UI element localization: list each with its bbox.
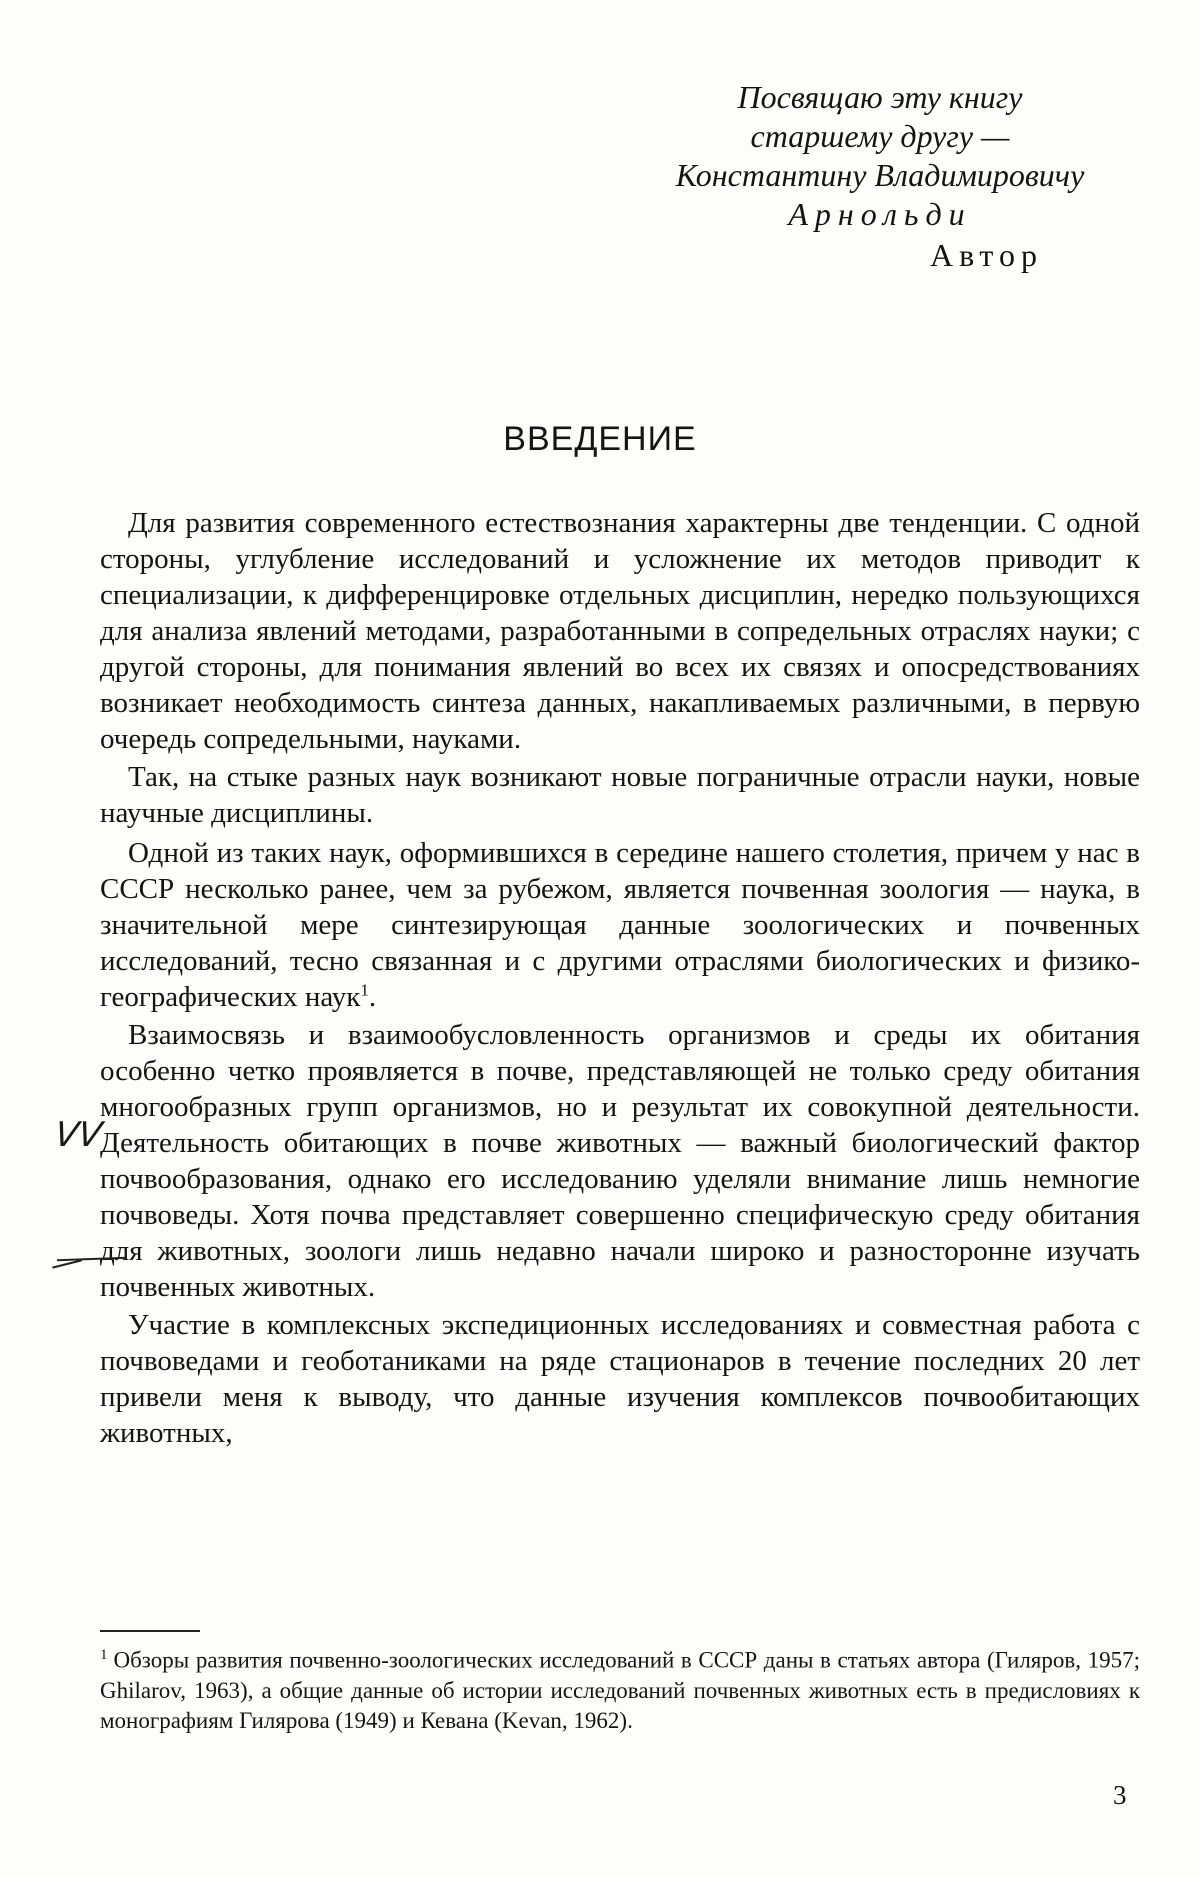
footnote-divider (100, 1630, 200, 1632)
dedication-line: старшему другу — (750, 118, 1010, 154)
paragraph: Так, на стыке разных наук возникают новые пограничные отрасли науки, новые научные дисциплины. (100, 761, 1140, 829)
dedication-signature: Автор (930, 237, 1043, 273)
chapter-title: ВВЕДЕНИЕ (503, 420, 697, 458)
dedication-line: Посвящаю эту книгу (737, 79, 1023, 115)
footnote (100, 1640, 1140, 1736)
paragraph-end: . (368, 981, 377, 1013)
dedication-line: Константину Владимировичу (675, 157, 1085, 193)
footnote-text: Обзоры развития почвенно-зоологических исследований в СССР даны в статьях автора (Гиляров, 1957; Ghilarov, 1963), а общие данные об истории исследований почвенных животных есть в предисловиях к монографиям Гилярова (1949) и Кевана (Kevan, 1962). (100, 1647, 1140, 1733)
footnote-reference[interactable]: 1 (360, 980, 369, 1000)
paragraph: Взаимосвязь и взаимообусловленность организмов и среды их обитания особенно четко проявляется в почве, представляющей не только среду обитания многообразных групп организмов, но и результат их совокупной деятельности. Деятельность обитающих в почве животных — важный биологический фактор почвообразования, однако его исследованию уделяли внимание лишь немногие почвоведы. Хотя почва представляет совершенно специфическую среду обитания для животных, зоологи лишь недавно начали широко и разносторонне изучать почвенных животных. (100, 1019, 1140, 1303)
dedication (600, 78, 1160, 234)
paragraph (100, 835, 1140, 1015)
body-text (100, 505, 1140, 1453)
paragraph: Для развития современного естествознания характерны две тенденции. С одной стороны, углубление исследований и усложнение их методов приводит к специализации, к дифференцировке отдельных дисциплин, нередко пользующихся для анализа явлений методами, разработанными в сопредельных отраслях науки; с другой стороны, для понимания явлений во всех их связях и опосредствованиях возникает необходимость синтеза данных, накапливаемых различными, в первую очередь сопредельными, науками. (100, 507, 1140, 755)
handwritten-margin-note: VV (52, 1115, 105, 1155)
paragraph: Участие в комплексных экспедиционных исследованиях и совместная работа с почвоведами и геоботаниками на ряде стационаров в течение последних 20 лет привели меня к выводу, что данные изучения комплексов почвообитающих животных, (100, 1309, 1140, 1449)
page-number: 3 (1113, 1780, 1127, 1810)
footnote-mark: 1 (100, 1647, 108, 1663)
paragraph-text: Одной из таких наук, оформившихся в середине нашего столетия, причем у нас в СССР несколько ранее, чем за рубежом, является почвенная зоология — наука, в значительной мере синтезирующая данные зоологических и почвенных исследований, тесно связанная и с другими отраслями биологических и физико-географических наук (100, 837, 1140, 1013)
dedication-line: Арнольди (788, 196, 972, 232)
